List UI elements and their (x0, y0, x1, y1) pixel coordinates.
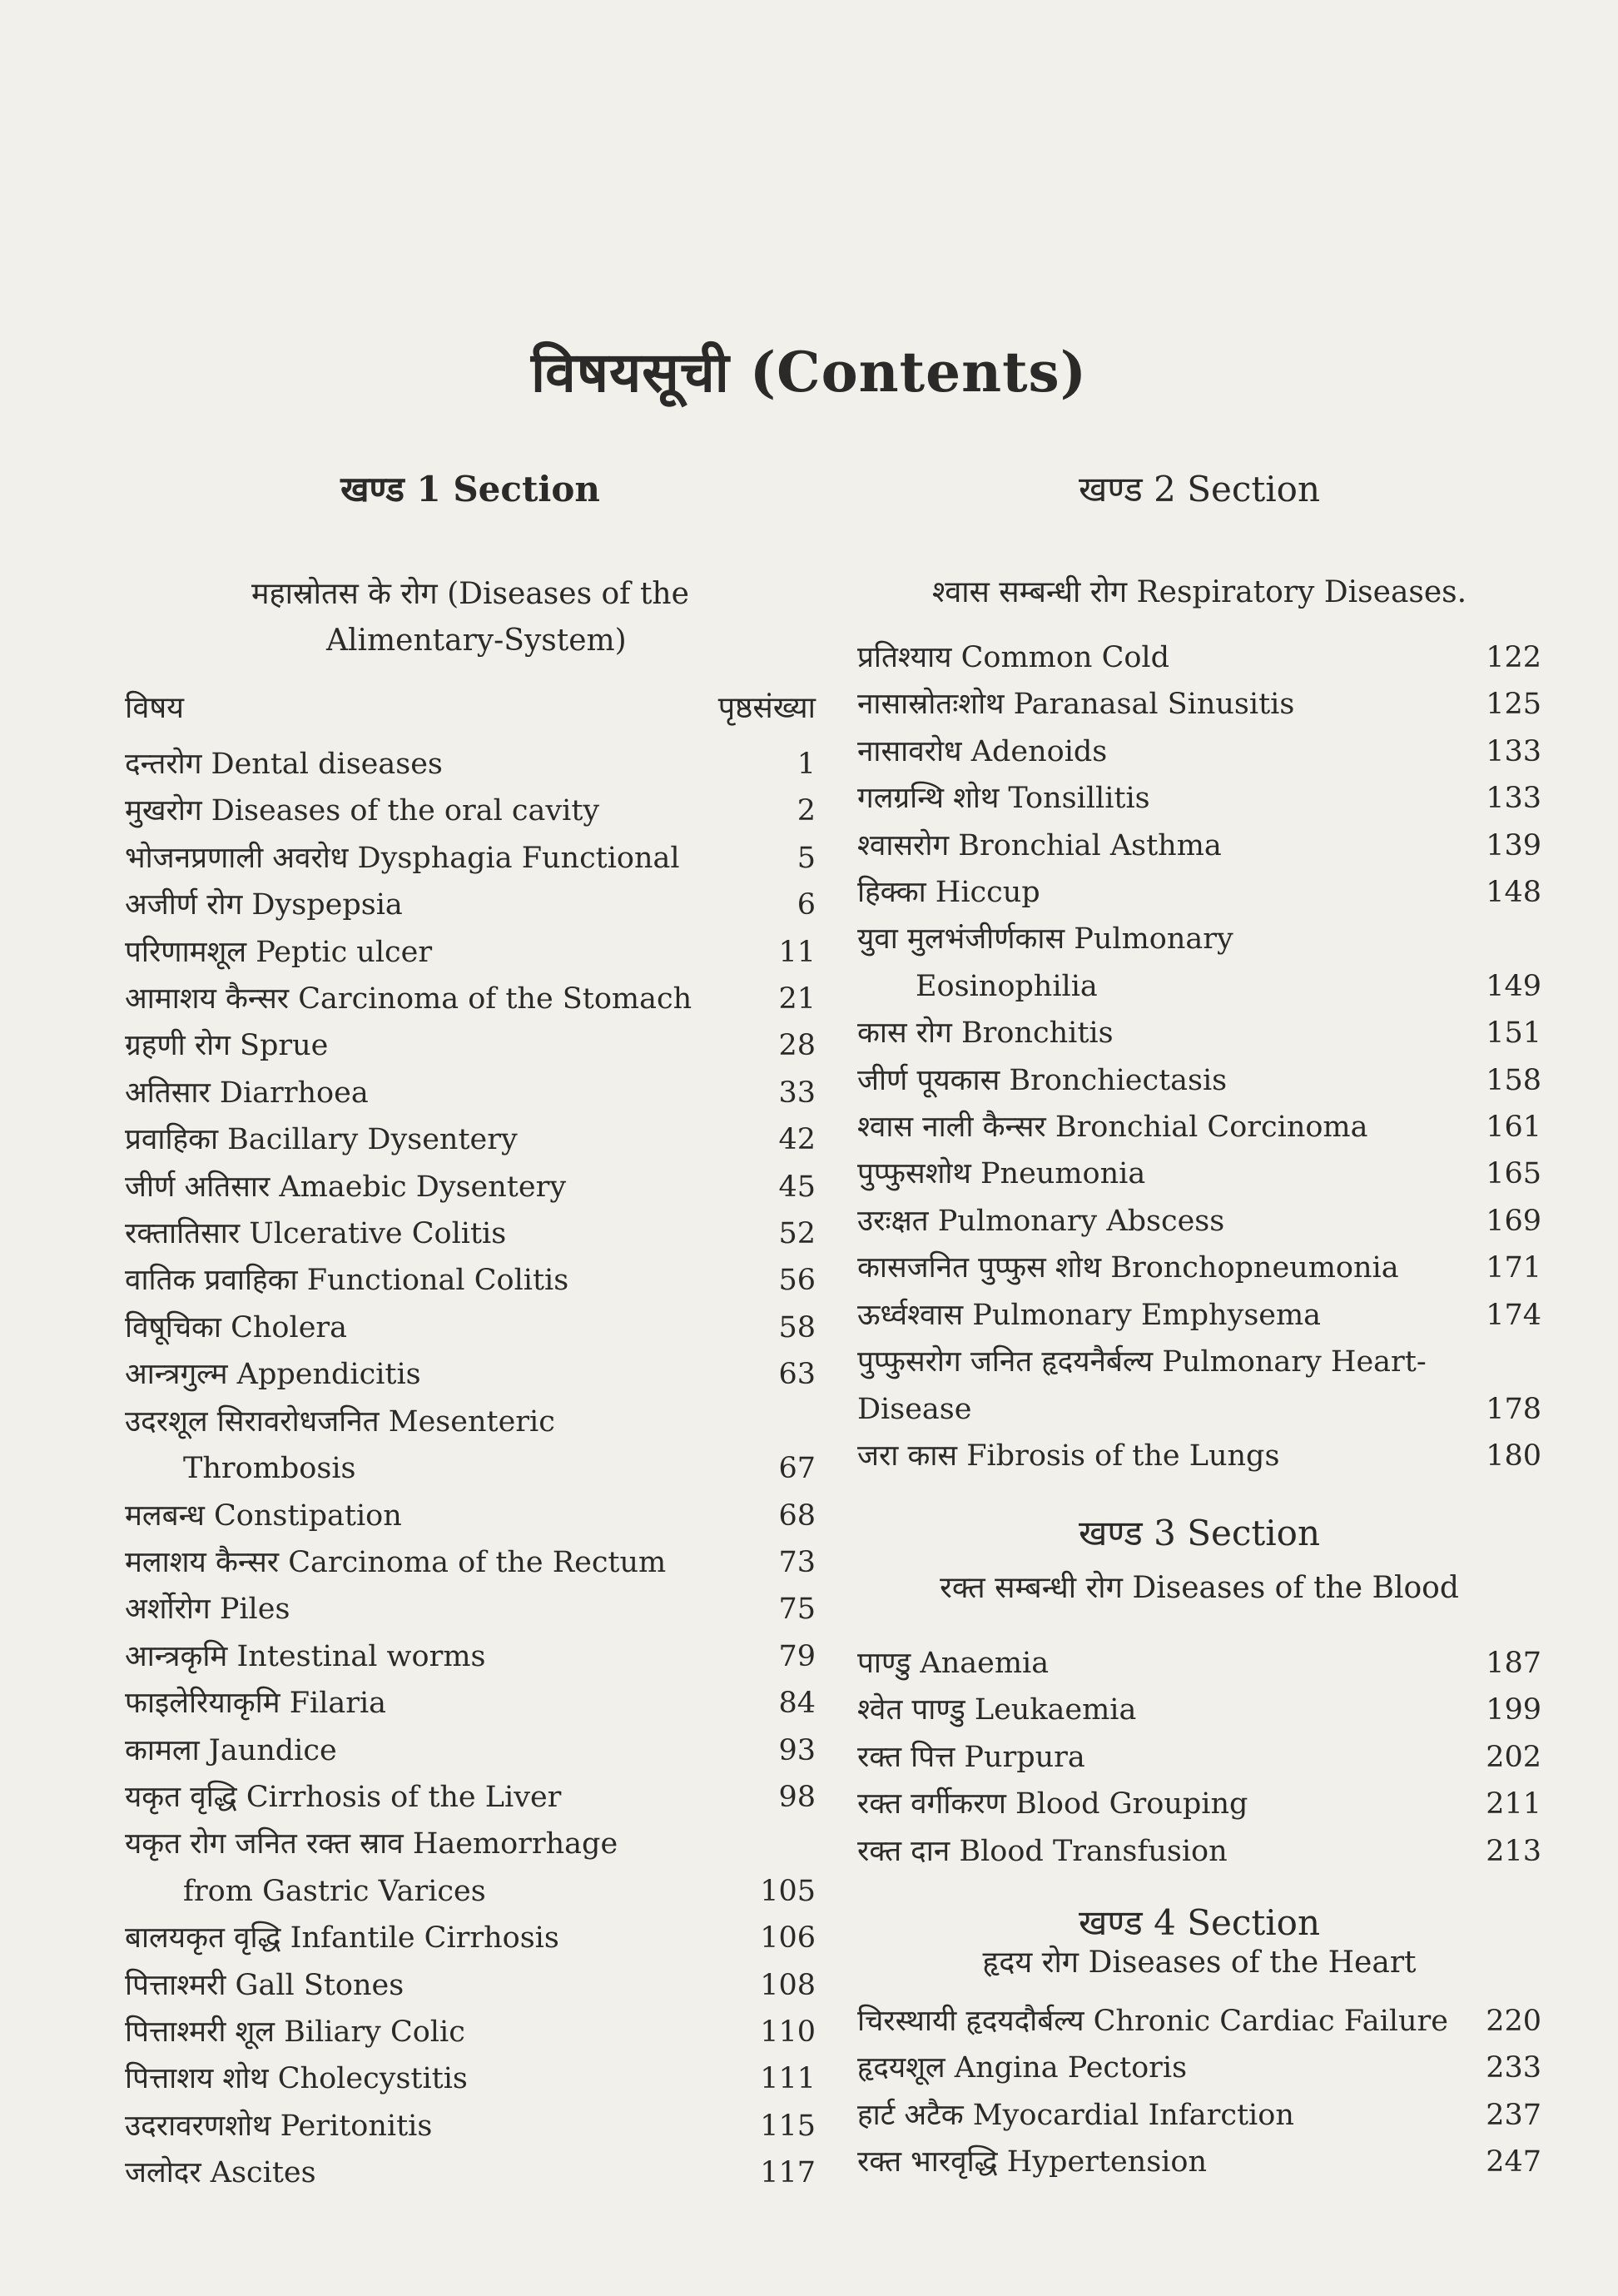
toc-entry (125, 1633, 816, 1680)
entry-title: फाइलेरियाकृमि Filaria (125, 1687, 387, 1721)
entry-page-number: 213 (1486, 1834, 1541, 1868)
entry-page-number: 133 (1486, 782, 1541, 816)
entry-title: जरा कास Fibrosis of the Lungs (857, 1439, 1280, 1473)
entry-page-number: 139 (1486, 828, 1541, 862)
group-title-line-1: महास्रोतस के रोग (Diseases of the (251, 577, 689, 611)
entry-page-number: 187 (1486, 1647, 1541, 1680)
entry-page-number: 199 (1486, 1693, 1541, 1727)
entry-page-number: 93 (778, 1733, 816, 1767)
entry-title: कास रोग Bronchitis (857, 1016, 1114, 1051)
entry-title: प्रतिश्याय Common Cold (857, 641, 1170, 674)
entry-title: चिरस्थायी हृदयदौर्बल्य Chronic Cardiac Failure (857, 2005, 1448, 2038)
toc-entry (857, 2045, 1541, 2091)
page-title: विषयसूची (Contents) (531, 340, 1087, 405)
entry-title: रक्त दान Blood Transfusion (857, 1834, 1228, 1868)
entry-title: कामला Jaundice (125, 1733, 337, 1767)
entry-title: पाण्डु Anaemia (857, 1647, 1050, 1680)
toc-entry (857, 1640, 1541, 1687)
toc-entry (857, 869, 1541, 916)
toc-entry (857, 1057, 1541, 1104)
entry-page-number: 45 (778, 1170, 816, 1204)
entry-title: दन्तरोग Dental diseases (125, 748, 443, 781)
entry-title: उदरशूल सिरावरोधजनित Mesenteric (125, 1404, 555, 1439)
entry-title: पित्ताशय शोथ Cholecystitis (125, 2062, 468, 2096)
entry-title-continued: Eosinophilia (916, 969, 1098, 1003)
entry-title: अजीर्ण रोग Dyspepsia (125, 888, 403, 922)
entry-title: श्वेत पाण्डु Leukaemia (857, 1693, 1137, 1727)
entry-title: पुप्फुसशोथ Pneumonia (857, 1157, 1146, 1191)
entry-title: वातिक प्रवाहिका Functional Colitis (125, 1264, 569, 1298)
entry-page-number: 84 (778, 1687, 816, 1721)
toc-entry (125, 2009, 816, 2055)
entry-title: उरःक्षत Pulmonary Abscess (857, 1204, 1225, 1238)
entry-page-number: 158 (1486, 1063, 1541, 1097)
entry-page-number: 42 (778, 1123, 816, 1157)
entry-page-number: 75 (778, 1593, 816, 1627)
toc-entry (125, 1210, 816, 1257)
entry-title: उदरावरणशोथ Peritonitis (125, 2109, 433, 2143)
entry-title: कासजनित पुप्फुस शोथ Bronchopneumonia (857, 1251, 1399, 1285)
toc-entry (125, 2149, 816, 2196)
entry-page-number: 52 (778, 1217, 816, 1251)
entry-title: जलोदर Ascites (125, 2156, 316, 2190)
entry-page-number: 111 (760, 2062, 816, 2096)
entry-title: पुप्फुसरोग जनित हृदयनैर्बल्य Pulmonary Heart- (857, 1345, 1427, 1379)
toc-entry (125, 1962, 816, 2009)
toc-entry (125, 1305, 816, 1351)
page-number-header: पृष्ठसंख्या (717, 691, 816, 725)
toc-entry (125, 1116, 816, 1163)
toc-entry (857, 2139, 1541, 2185)
entry-page-number: 98 (778, 1780, 816, 1814)
toc-entry (125, 1399, 816, 1493)
toc-entry (857, 1998, 1541, 2045)
toc-entry (125, 1539, 816, 1586)
entry-page-number: 117 (760, 2156, 816, 2190)
toc-list-section-3 (857, 1640, 1541, 1875)
entry-page-number: 106 (760, 1921, 816, 1956)
group-title-blood: रक्त सम्बन्धी रोग Diseases of the Blood (940, 1571, 1459, 1605)
group-title-respiratory: श्वास सम्बन्धी रोग Respiratory Diseases. (931, 575, 1467, 609)
entry-title: प्रवाहिका Bacillary Dysentery (125, 1123, 518, 1157)
group-title-alimentary (125, 571, 816, 664)
toc-entry (857, 1339, 1541, 1433)
entry-title: हृदयशूल Angina Pectoris (857, 2051, 1188, 2085)
toc-entry (125, 1680, 816, 1727)
entry-page-number: 171 (1486, 1251, 1541, 1285)
entry-page-number: 161 (1486, 1111, 1541, 1145)
entry-page-number: 115 (760, 2109, 816, 2143)
toc-entry (125, 1821, 816, 1915)
entry-title: अतिसार Diarrhoea (125, 1076, 369, 1110)
toc-entry (857, 1010, 1541, 1056)
entry-page-number: 122 (1486, 641, 1541, 674)
entry-title: ग्रहणी रोग Sprue (125, 1029, 329, 1063)
toc-list-section-2 (857, 634, 1541, 1479)
toc-entry (857, 1828, 1541, 1875)
entry-page-number: 73 (778, 1545, 816, 1579)
toc-entry (857, 916, 1541, 1010)
toc-entry (857, 1781, 1541, 1827)
toc-entry (857, 1734, 1541, 1781)
toc-entry (125, 1774, 816, 1821)
toc-entry (857, 1433, 1541, 1479)
entry-page-number: 11 (778, 935, 816, 969)
toc-entry (125, 1915, 816, 1961)
entry-title: विषूचिका Cholera (125, 1310, 348, 1344)
entry-page-number: 169 (1486, 1204, 1541, 1238)
group-title-heart: हृदय रोग Diseases of the Heart (982, 1946, 1417, 1980)
entry-title: जीर्ण अतिसार Amaebic Dysentery (125, 1170, 567, 1204)
entry-title-continued: Disease (857, 1392, 972, 1426)
entry-page-number: 180 (1486, 1439, 1541, 1473)
entry-title: हार्ट अटैक Myocardial Infarction (857, 2098, 1294, 2132)
toc-entry (857, 728, 1541, 775)
toc-entry (857, 1104, 1541, 1150)
entry-title: गलग्रन्थि शोथ Tonsillitis (857, 782, 1150, 816)
entry-title: जीर्ण पूयकास Bronchiectasis (857, 1063, 1228, 1097)
entry-title: रक्तातिसार Ulcerative Colitis (125, 1217, 507, 1251)
entry-title: परिणामशूल Peptic ulcer (125, 935, 433, 969)
toc-list-section-1 (125, 741, 816, 2197)
entry-title: युवा मुलभंजीर्णकास Pulmonary (857, 922, 1233, 957)
entry-page-number: 105 (760, 1874, 816, 1908)
entry-title: श्वास नाली कैन्सर Bronchial Corcinoma (857, 1111, 1368, 1145)
entry-page-number: 125 (1486, 688, 1541, 722)
entry-page-number: 63 (778, 1358, 816, 1392)
entry-page-number: 56 (778, 1264, 816, 1298)
toc-entry (125, 788, 816, 834)
toc-entry (857, 1292, 1541, 1339)
entry-page-number: 28 (778, 1029, 816, 1063)
section-4-heading: खण्ड 4 Section (1079, 1902, 1320, 1943)
entry-page-number: 237 (1486, 2098, 1541, 2132)
toc-entry (857, 775, 1541, 822)
entry-page-number: 33 (778, 1076, 816, 1110)
entry-page-number: 151 (1486, 1016, 1541, 1051)
toc-entry (125, 1164, 816, 1210)
toc-entry (125, 2103, 816, 2149)
entry-title: बालयकृत वृद्धि Infantile Cirrhosis (125, 1921, 559, 1956)
entry-title: आमाशय कैन्सर Carcinoma of the Stomach (125, 982, 692, 1016)
toc-entry (125, 1493, 816, 1539)
entry-title: नासावरोध Adenoids (857, 734, 1108, 768)
entry-page-number: 5 (797, 841, 816, 875)
toc-entry (125, 835, 816, 882)
entry-page-number: 247 (1486, 2145, 1541, 2179)
entry-page-number: 133 (1486, 734, 1541, 768)
toc-entry (857, 1687, 1541, 1733)
entry-title: आन्त्रकृमि Intestinal worms (125, 1639, 486, 1673)
toc-entry (857, 681, 1541, 728)
toc-entry (125, 882, 816, 928)
toc-entry (857, 822, 1541, 869)
entry-page-number: 58 (778, 1310, 816, 1344)
entry-title: पित्ताश्मरी Gall Stones (125, 1968, 404, 2002)
toc-list-section-4 (857, 1998, 1541, 2186)
toc-entry (125, 1070, 816, 1116)
entry-page-number: 79 (778, 1639, 816, 1673)
group-title-line-2: Alimentary-System) (326, 624, 627, 658)
entry-title: पित्ताश्मरी शूल Biliary Colic (125, 2015, 465, 2049)
entry-page-number: 67 (778, 1452, 816, 1486)
entry-title: रक्त पित्त Purpura (857, 1740, 1085, 1774)
toc-entry (857, 1198, 1541, 1245)
entry-title: नासास्रोतःशोथ Paranasal Sinusitis (857, 688, 1295, 722)
section-1-heading: खण्ड 1 Section (340, 469, 600, 509)
entry-page-number: 6 (797, 888, 816, 922)
toc-entry (857, 1150, 1541, 1197)
subject-header: विषय (125, 691, 185, 725)
entry-title: रक्त भारवृद्धि Hypertension (857, 2145, 1207, 2179)
entry-page-number: 68 (778, 1498, 816, 1533)
entry-page-number: 220 (1486, 2005, 1541, 2038)
column-headers (125, 686, 816, 727)
entry-page-number: 108 (760, 1968, 816, 2002)
toc-entry (125, 1257, 816, 1304)
entry-page-number: 233 (1486, 2051, 1541, 2085)
section-3-heading: खण्ड 3 Section (1079, 1513, 1320, 1553)
entry-title: यकृत वृद्धि Cirrhosis of the Liver (125, 1780, 562, 1814)
entry-title: रक्त वर्गीकरण Blood Grouping (857, 1787, 1248, 1821)
entry-title: यकृत रोग जनित रक्त स्राव Haemorrhage (125, 1827, 618, 1861)
entry-page-number: 2 (797, 794, 816, 828)
toc-entry (125, 1022, 816, 1069)
entry-page-number: 21 (778, 982, 816, 1016)
entry-title-continued: from Gastric Varices (183, 1874, 486, 1908)
entry-title: मलाशय कैन्सर Carcinoma of the Rectum (125, 1545, 667, 1579)
entry-title: मुखरोग Diseases of the oral cavity (125, 794, 600, 828)
toc-entry (125, 741, 816, 788)
toc-entry (857, 634, 1541, 681)
entry-title: हिक्का Hiccup (857, 876, 1040, 910)
entry-page-number: 202 (1486, 1740, 1541, 1774)
section-2-heading: खण्ड 2 Section (1079, 469, 1320, 509)
entry-title-continued: Thrombosis (183, 1452, 356, 1486)
entry-page-number: 149 (1486, 969, 1541, 1003)
entry-page-number: 110 (760, 2015, 816, 2049)
toc-entry (125, 929, 816, 976)
entry-title: ऊर्ध्वश्वास Pulmonary Emphysema (857, 1298, 1322, 1332)
toc-entry (125, 2055, 816, 2102)
toc-entry (857, 2092, 1541, 2139)
entry-title: आन्त्रगुल्म Appendicitis (125, 1358, 421, 1392)
entry-page-number: 165 (1486, 1157, 1541, 1191)
entry-title: अर्शोरोग Piles (125, 1593, 290, 1627)
toc-entry (125, 1351, 816, 1398)
toc-entry (125, 976, 816, 1022)
entry-page-number: 148 (1486, 876, 1541, 910)
entry-page-number: 174 (1486, 1298, 1541, 1332)
toc-entry (125, 1727, 816, 1774)
entry-title: श्वासरोग Bronchial Asthma (857, 828, 1222, 862)
toc-entry (857, 1245, 1541, 1291)
entry-title: मलबन्ध Constipation (125, 1498, 402, 1533)
toc-entry (125, 1586, 816, 1633)
entry-page-number: 1 (797, 748, 816, 781)
entry-title: भोजनप्रणाली अवरोध Dysphagia Functional (125, 841, 680, 875)
entry-page-number: 178 (1486, 1392, 1541, 1426)
entry-page-number: 211 (1486, 1787, 1541, 1821)
